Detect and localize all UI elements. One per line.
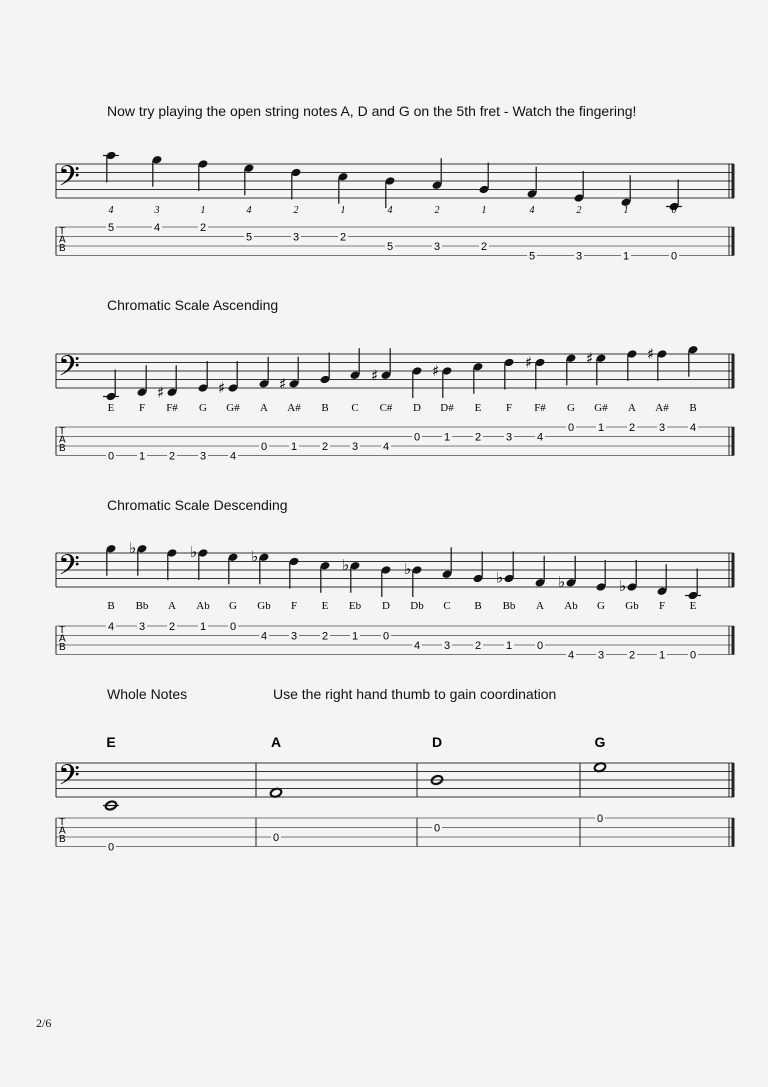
note-name: A (168, 600, 176, 612)
sharp-icon: ♯ (279, 374, 287, 393)
fret-number: 0 (596, 813, 604, 825)
fret-number: 4 (153, 222, 161, 234)
section-4-heading: Whole Notes (107, 686, 188, 702)
fret-number: 3 (505, 431, 513, 444)
fret-number: 2 (628, 649, 636, 662)
note-name: B (107, 600, 115, 612)
note-name: D (382, 600, 390, 612)
fret-number: 0 (670, 250, 678, 263)
note-name: A (260, 402, 268, 414)
note-name: E (689, 600, 697, 612)
tab-letter: B (59, 834, 66, 845)
sharp-icon: ♯ (371, 366, 379, 385)
fret-number: 2 (480, 241, 488, 253)
bass-clef-icon: 𝄢 (58, 160, 80, 200)
note-name: G (567, 402, 575, 414)
note-name: F (138, 402, 146, 414)
sharp-icon: ♯ (157, 383, 165, 402)
note-name: Gb (625, 600, 639, 612)
fret-number: 0 (567, 422, 575, 434)
fret-number: 5 (245, 231, 253, 244)
note-name: A (628, 402, 636, 414)
note-name: Eb (348, 600, 362, 612)
fret-number: 0 (382, 630, 390, 643)
fingering-number: 0 (671, 205, 677, 216)
flat-icon: ♭ (251, 547, 259, 566)
fret-number: 4 (413, 640, 421, 652)
tab-letter: A (59, 825, 66, 837)
staff-system-4 (56, 763, 734, 847)
fret-number: 1 (443, 431, 451, 444)
note-name: B (474, 600, 482, 612)
note-name: C (351, 402, 359, 414)
fret-number: 3 (351, 441, 359, 453)
note-name: Bb (135, 600, 149, 612)
tab-letter: B (59, 642, 66, 653)
section-1-heading: Now try playing the open string notes A, D and G on the 5th fret - Watch the fingering! (107, 103, 637, 119)
fret-number: 1 (597, 422, 605, 434)
whole-note-label: D (431, 734, 443, 750)
sharp-icon: ♯ (647, 345, 655, 363)
note-name: C (443, 600, 451, 612)
fret-number: 3 (597, 649, 605, 662)
page-number: 2/6 (36, 1016, 52, 1030)
fret-number: 3 (443, 640, 451, 652)
fret-number: 2 (474, 640, 482, 652)
tab-letter: A (59, 633, 66, 645)
fret-number: 5 (528, 250, 536, 263)
fret-number: 3 (138, 621, 146, 633)
tab-letter: T (59, 817, 66, 828)
fret-number: 2 (168, 450, 176, 463)
note-name: Db (410, 600, 424, 612)
fret-number: 0 (107, 841, 115, 854)
note-name: D# (440, 402, 454, 414)
fret-number: 2 (168, 621, 176, 633)
note-name: F (290, 600, 298, 612)
tab-letter: A (59, 434, 66, 446)
note-name: G (199, 402, 207, 414)
note-name: C# (379, 402, 393, 414)
fret-number: 4 (107, 621, 115, 633)
note-name: E (474, 402, 482, 414)
sharp-icon: ♯ (525, 353, 533, 372)
fret-number: 1 (505, 640, 513, 652)
note-name: E (321, 600, 329, 612)
note-name: F# (166, 402, 178, 414)
fret-number: 3 (199, 450, 207, 463)
note-name: Gb (257, 600, 271, 612)
fingering-number: 2 (576, 205, 582, 216)
bass-clef-icon: 𝄢 (58, 759, 80, 799)
fret-number: 3 (290, 630, 298, 643)
fret-number: 3 (575, 250, 583, 263)
flat-icon: ♭ (619, 577, 627, 595)
note-name: G# (594, 402, 608, 414)
flat-icon: ♭ (496, 568, 504, 587)
note-name: A# (655, 402, 669, 414)
note-name: D (413, 402, 421, 414)
bass-clef-icon: 𝄢 (58, 549, 80, 589)
note-name: E (107, 402, 115, 414)
tab-letter: T (59, 426, 66, 437)
tab-letter: B (59, 443, 66, 454)
note-name: G# (226, 402, 240, 414)
whole-note-label: G (594, 734, 606, 750)
fret-number: 0 (433, 822, 441, 835)
fret-number: 2 (199, 222, 207, 234)
fret-number: 5 (386, 241, 394, 253)
fret-number: 5 (107, 222, 115, 234)
fret-number: 2 (321, 630, 329, 643)
note-name: A# (287, 402, 301, 414)
note-name: Ab (196, 600, 210, 612)
note-name: Bb (502, 600, 516, 612)
fret-number: 1 (658, 649, 666, 662)
section-4-subheading: Use the right hand thumb to gain coordination (273, 686, 557, 702)
note-name: A (536, 600, 544, 612)
tab-letter: T (59, 625, 66, 636)
fret-number: 0 (689, 649, 697, 662)
fret-number: 0 (229, 621, 237, 633)
note-name: B (321, 402, 329, 414)
sharp-icon: ♯ (432, 362, 440, 380)
tab-letter: T (59, 226, 66, 237)
fret-number: 2 (628, 422, 636, 434)
fret-number: 4 (229, 450, 237, 463)
fret-number: 4 (567, 649, 575, 662)
fret-number: 1 (351, 630, 359, 643)
note-name: G (597, 600, 605, 612)
fingering-number: 4 (387, 205, 393, 216)
sharp-icon: ♯ (586, 349, 594, 368)
tab-letter: B (59, 243, 66, 254)
fingering-number: 3 (154, 205, 160, 216)
flat-icon: ♭ (342, 555, 350, 574)
sharp-icon: ♯ (218, 379, 226, 397)
whole-note-label: A (270, 734, 282, 750)
fret-number: 3 (292, 231, 300, 244)
fingering-number: 4 (529, 205, 535, 216)
fret-number: 1 (622, 250, 630, 263)
note-name: F (505, 402, 513, 414)
note-name: F# (534, 402, 546, 414)
fret-number: 0 (260, 441, 268, 453)
fret-number: 4 (260, 630, 268, 643)
fingering-number: 2 (434, 205, 440, 216)
whole-note-label: E (106, 734, 116, 750)
fret-number: 1 (199, 621, 207, 633)
fret-number: 3 (658, 422, 666, 434)
fingering-number: 1 (623, 205, 629, 216)
fret-number: 0 (413, 431, 421, 444)
note-name: G (229, 600, 237, 612)
fret-number: 0 (107, 450, 115, 463)
fret-number: 0 (536, 640, 544, 652)
fret-number: 4 (382, 441, 390, 453)
bass-clef-icon: 𝄢 (58, 350, 80, 390)
fret-number: 1 (138, 450, 146, 463)
fingering-number: 2 (293, 205, 299, 216)
fret-number: 2 (339, 231, 347, 244)
tab-letter: A (59, 234, 66, 246)
fingering-number: 1 (340, 205, 346, 216)
fret-number: 0 (272, 832, 280, 844)
fret-number: 4 (689, 422, 697, 434)
note-name: F (658, 600, 666, 612)
section-2-heading: Chromatic Scale Ascending (107, 297, 279, 313)
fret-number: 4 (536, 431, 544, 444)
fingering-number: 1 (481, 205, 487, 216)
fingering-number: 1 (200, 205, 206, 216)
flat-icon: ♭ (404, 560, 412, 578)
flat-icon: ♭ (129, 538, 137, 557)
flat-icon: ♭ (190, 543, 198, 561)
section-3-heading: Chromatic Scale Descending (107, 497, 288, 513)
note-name: Ab (564, 600, 578, 612)
flat-icon: ♭ (558, 572, 566, 591)
fret-number: 2 (321, 441, 329, 453)
fret-number: 3 (433, 241, 441, 253)
fret-number: 1 (290, 441, 298, 453)
fret-number: 2 (474, 431, 482, 444)
note-name: B (689, 402, 697, 414)
fingering-number: 4 (246, 205, 252, 216)
fingering-number: 4 (108, 205, 114, 216)
